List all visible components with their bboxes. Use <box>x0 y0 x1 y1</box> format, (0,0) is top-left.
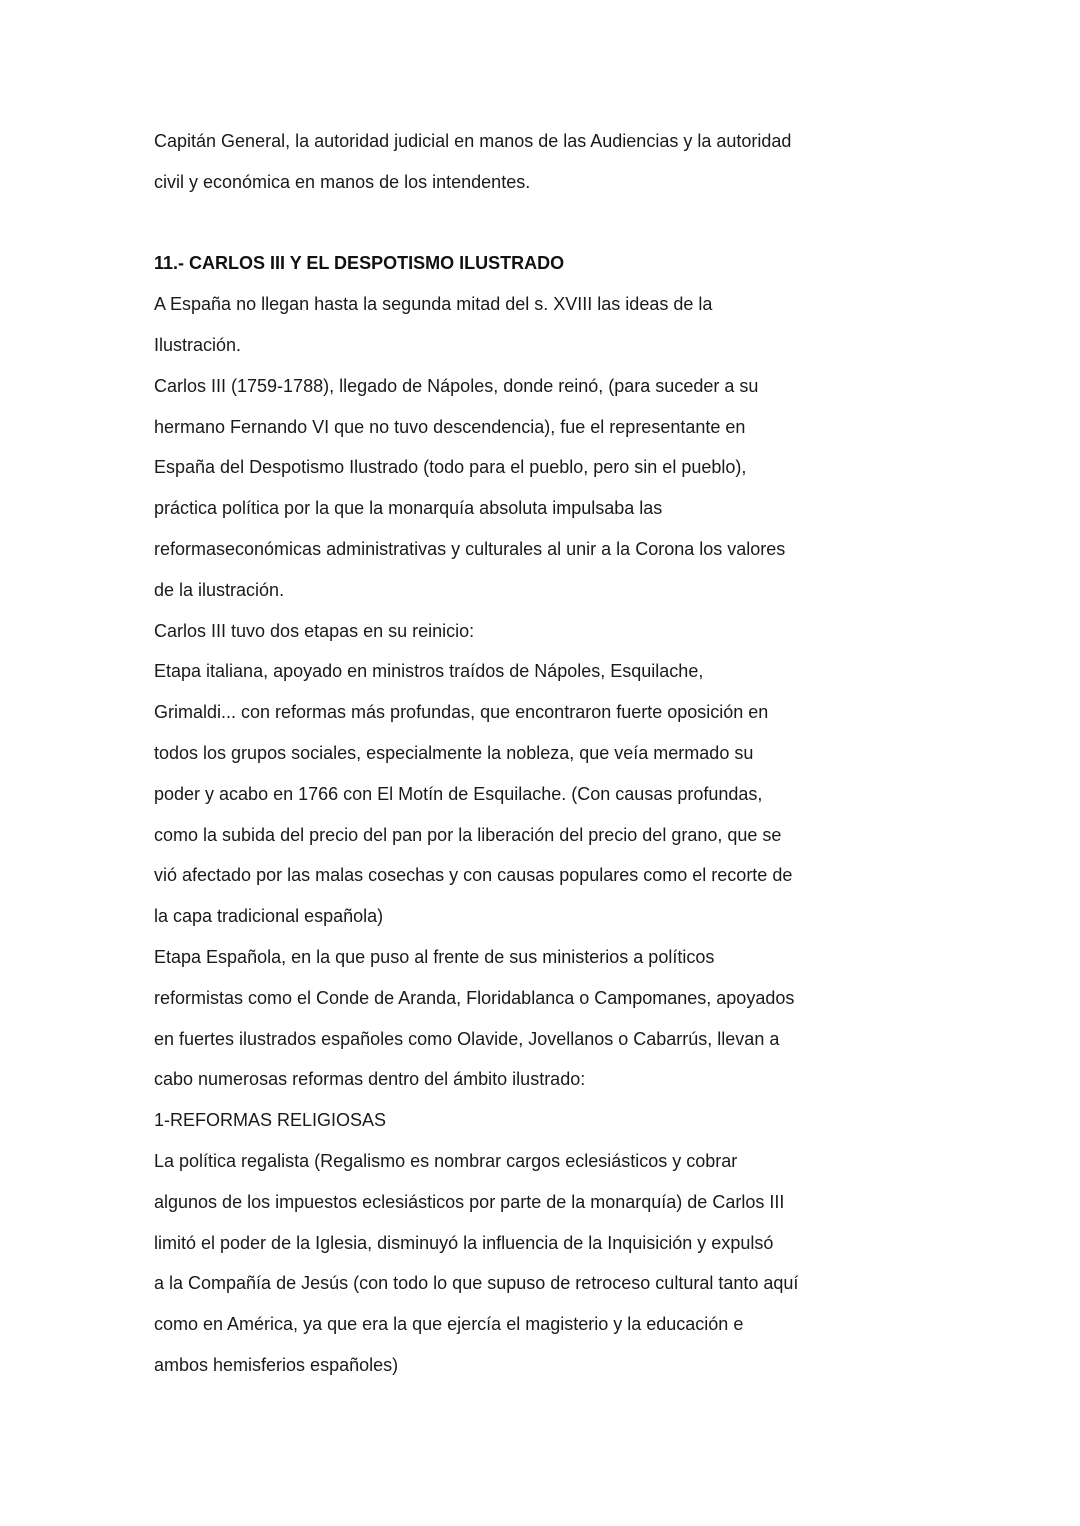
section-title: 11.- CARLOS III Y EL DESPOTISMO ILUSTRADO <box>154 253 565 274</box>
body-line: hermano Fernando VI que no tuvo descendencia), fue el representante en <box>154 416 746 437</box>
body-line: Carlos III tuvo dos etapas en su reinicio: <box>154 620 475 641</box>
intro-line: civil y económica en manos de los intendentes. <box>154 171 531 192</box>
body-line: como la subida del precio del pan por la liberación del precio del grano, que se <box>154 824 782 845</box>
body-line: en fuertes ilustrados españoles como Olavide, Jovellanos o Cabarrús, llevan a <box>154 1028 780 1049</box>
body-line: Etapa Española, en la que puso al frente de sus ministerios a políticos <box>154 946 715 967</box>
body-line: Ilustración. <box>154 334 242 355</box>
body-line: A España no llegan hasta la segunda mitad del s. XVIII las ideas de la <box>154 294 713 315</box>
body-line: de la ilustración. <box>154 579 285 600</box>
body-line: España del Despotismo Ilustrado (todo para el pueblo, pero sin el pueblo), <box>154 457 747 478</box>
body-line: limitó el poder de la Iglesia, disminuyó la influencia de la Inquisición y expulsó <box>154 1232 774 1253</box>
body-line: a la Compañía de Jesús (con todo lo que supuso de retroceso cultural tanto aquí <box>154 1273 799 1294</box>
body-line: poder y acabo en 1766 con El Motín de Esquilache. (Con causas profundas, <box>154 783 763 804</box>
body-line: reformistas como el Conde de Aranda, Floridablanca o Campomanes, apoyados <box>154 987 795 1008</box>
body-line: reformaseconómicas administrativas y culturales al unir a la Corona los valores <box>154 538 786 559</box>
body-line: Etapa italiana, apoyado en ministros traídos de Nápoles, Esquilache, <box>154 661 704 682</box>
body-line: algunos de los impuestos eclesiásticos por parte de la monarquía) de Carlos III <box>154 1191 785 1212</box>
body-line: como en América, ya que era la que ejercía el magisterio y la educación e <box>154 1314 744 1335</box>
subsection-title: 1-REFORMAS RELIGIOSAS <box>154 1110 387 1131</box>
document-text <box>154 121 854 1386</box>
body-line: cabo numerosas reformas dentro del ámbito ilustrado: <box>154 1069 586 1090</box>
body-line: Carlos III (1759-1788), llegado de Nápoles, donde reinó, (para suceder a su <box>154 375 759 396</box>
body-line: vió afectado por las malas cosechas y con causas populares como el recorte de <box>154 865 793 886</box>
body-line: todos los grupos sociales, especialmente la nobleza, que veía mermado su <box>154 742 754 763</box>
body-line: práctica política por la que la monarquía absoluta impulsaba las <box>154 498 663 519</box>
body-line: Grimaldi... con reformas más profundas, que encontraron fuerte oposición en <box>154 702 769 723</box>
body-line: la capa tradicional española) <box>154 906 384 927</box>
intro-line: Capitán General, la autoridad judicial en manos de las Audiencias y la autoridad <box>154 131 792 151</box>
body-line: ambos hemisferios españoles) <box>154 1354 399 1375</box>
body-line: La política regalista (Regalismo es nombrar cargos eclesiásticos y cobrar <box>154 1150 738 1171</box>
paragraph-spacer <box>154 203 854 244</box>
